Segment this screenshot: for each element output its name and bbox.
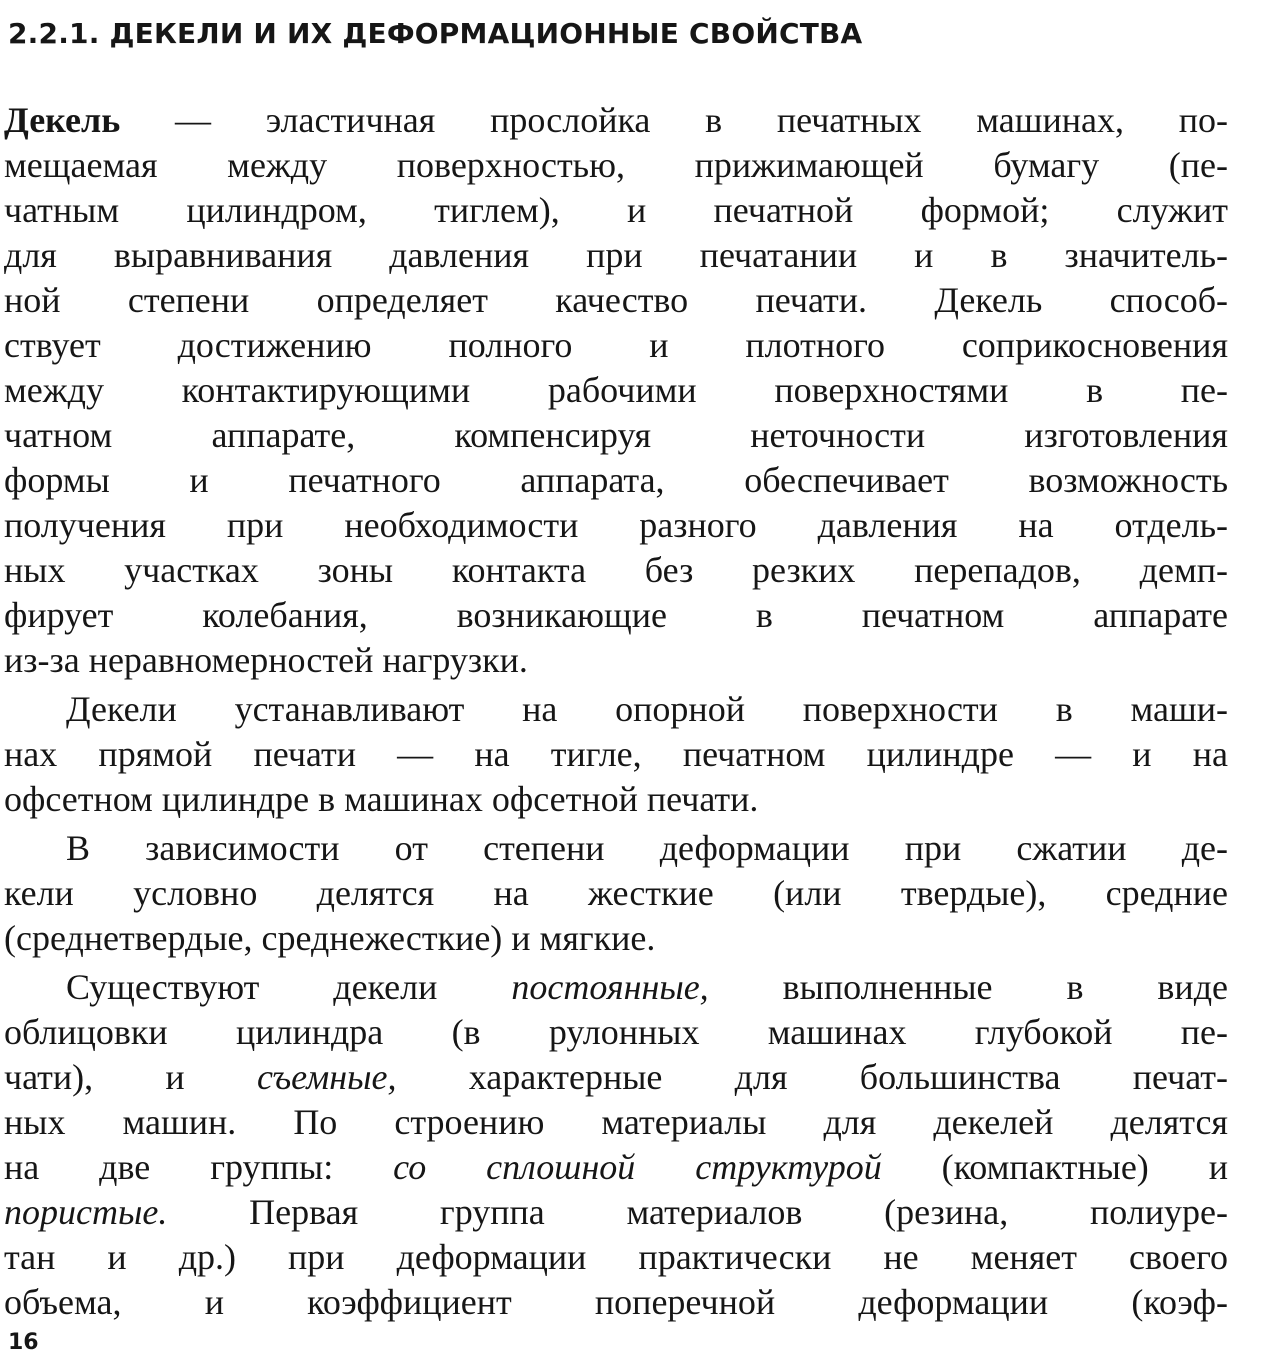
italic-term: постоянные, [511,967,709,1007]
page-number: 16 [8,1330,39,1355]
text-line: ствует достижению полного и плотного соприкосновения [4,325,1228,365]
text-line: между контактирующими рабочими поверхностями в пе- [4,370,1228,410]
section-heading: 2.2.1. ДЕКЕЛИ И ИХ ДЕФОРМАЦИОННЫЕ СВОЙСТВА [8,17,863,50]
italic-term: съемные, [256,1057,397,1097]
text-line: мещаемая между поверхностью, прижимающей бумагу (пе- [4,145,1228,185]
text-line: тан и др.) при деформации практически не меняет своего [4,1237,1228,1277]
text-line: формы и печатного аппарата, обеспечивает возможность [4,460,1228,500]
text-line: из-за неравномерностей нагрузки. [4,640,528,680]
text-line: ных участках зоны контакта без резких перепадов, демп- [4,550,1228,590]
text-line: на две группы: со сплошной структурой (компактные) и [4,1147,1228,1187]
paragraph-4 [4,965,1228,1325]
document-page [4,14,1228,1325]
text-line: ных машин. По строению материалы для декелей делятся [4,1102,1228,1142]
text-line: пористые. Первая группа материалов (резина, полиуре- [4,1192,1228,1232]
text-line: чатным цилиндром, тиглем), и печатной формой; служит [4,190,1228,230]
text-line: ной степени определяет качество печати. Декель способ- [4,280,1228,320]
text-line: получения при необходимости разного давления на отдель- [4,505,1228,545]
text-line: Существуют декели постоянные, выполненные в виде [66,967,1228,1007]
paragraph-3 [4,826,1228,961]
text-line: В зависимости от степени деформации при сжатии де- [66,828,1228,868]
text-line: кели условно делятся на жесткие (или твердые), средние [4,873,1228,913]
text-line: чати), и съемные, характерные для большинства печат- [4,1057,1228,1097]
text-line: Декель — эластичная прослойка в печатных машинах, по- [4,100,1228,140]
paragraph-2 [4,687,1228,822]
text-line: для выравнивания давления при печатании и в значитель- [4,235,1228,275]
italic-term: со сплошной структурой [393,1147,882,1187]
text-line: (среднетвердые, среднежесткие) и мягкие. [4,918,656,958]
italic-term: пористые. [4,1192,168,1232]
lead-term: Декель [4,100,121,140]
text-line: объема, и коэффициент поперечной деформации (коэф- [4,1282,1228,1322]
text-line: офсетном цилиндре в машинах офсетной печати. [4,779,759,819]
paragraph-1 [4,98,1228,683]
text-line: Декели устанавливают на опорной поверхности в маши- [66,689,1228,729]
text-line: нах прямой печати — на тигле, печатном цилиндре — и на [4,734,1228,774]
text-line: чатном аппарате, компенсируя неточности изготовления [4,415,1228,455]
text-line: фирует колебания, возникающие в печатном аппарате [4,595,1228,635]
text-line: облицовки цилиндра (в рулонных машинах глубокой пе- [4,1012,1228,1052]
